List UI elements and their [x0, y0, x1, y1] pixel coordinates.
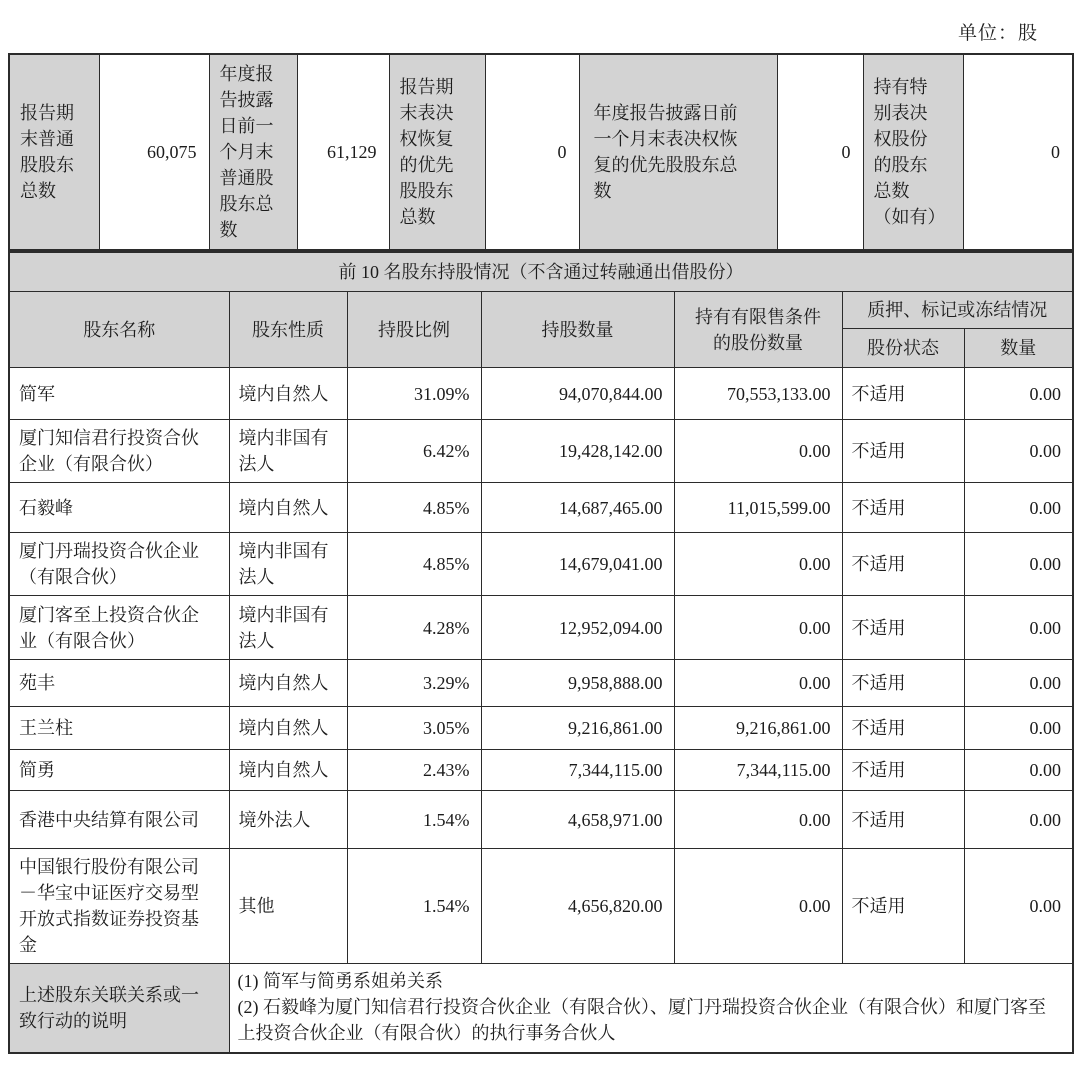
notes-row — [9, 964, 1073, 1054]
shareholder-name-cell: 香港中央结算有限公司 — [9, 791, 229, 849]
shareholder-ratio-cell: 2.43% — [347, 750, 481, 791]
shareholder-status-cell: 不适用 — [842, 368, 964, 420]
shareholder-qty-cell: 0.00 — [964, 368, 1073, 420]
shareholder-restricted-cell: 7,344,115.00 — [674, 750, 842, 791]
shareholder-shares-cell: 14,687,465.00 — [481, 483, 674, 533]
shareholder-name-cell: 厦门丹瑞投资合伙企业（有限合伙） — [9, 533, 229, 596]
shareholder-ratio-cell: 4.85% — [347, 533, 481, 596]
shareholder-name-cell: 苑丰 — [9, 660, 229, 707]
shareholder-nature-cell: 境内非国有法人 — [229, 533, 347, 596]
shareholder-qty-cell: 0.00 — [964, 420, 1073, 483]
section-title-row — [9, 252, 1073, 292]
shareholder-row — [9, 791, 1073, 849]
section-title: 前 10 名股东持股情况（不含通过转融通出借股份） — [9, 252, 1073, 292]
shareholder-shares-cell: 4,656,820.00 — [481, 849, 674, 964]
shareholder-nature-cell: 境内自然人 — [229, 750, 347, 791]
summary-label-ordinary-eop: 报告期末普通股股东总数 — [9, 54, 99, 250]
summary-value-ordinary-eop: 60,075 — [99, 54, 209, 250]
shareholder-name-cell: 厦门客至上投资合伙企业（有限合伙） — [9, 596, 229, 660]
shareholder-name-cell: 中国银行股份有限公司－华宝中证医疗交易型开放式指数证券投资基金 — [9, 849, 229, 964]
shareholder-name-cell: 王兰柱 — [9, 707, 229, 750]
col-header-restricted-shares: 持有有限售条件的股份数量 — [674, 292, 842, 368]
shareholder-restricted-cell: 70,553,133.00 — [674, 368, 842, 420]
summary-value-preferred-eop: 0 — [485, 54, 579, 250]
shareholder-shares-cell: 7,344,115.00 — [481, 750, 674, 791]
col-header-shareholder-name: 股东名称 — [9, 292, 229, 368]
shareholder-status-cell: 不适用 — [842, 750, 964, 791]
shareholder-qty-cell: 0.00 — [964, 707, 1073, 750]
shareholder-row — [9, 420, 1073, 483]
shareholder-status-cell: 不适用 — [842, 660, 964, 707]
shareholder-qty-cell: 0.00 — [964, 483, 1073, 533]
shareholder-restricted-cell: 0.00 — [674, 849, 842, 964]
summary-label-preferred-premonth: 年度报告披露日前一个月末表决权恢复的优先股股东总数 — [579, 54, 777, 250]
shareholder-restricted-cell: 0.00 — [674, 533, 842, 596]
shareholder-status-cell: 不适用 — [842, 420, 964, 483]
shareholder-restricted-cell: 11,015,599.00 — [674, 483, 842, 533]
column-header-row — [9, 292, 1073, 329]
shareholder-row — [9, 849, 1073, 964]
shareholder-name-cell: 石毅峰 — [9, 483, 229, 533]
shareholder-qty-cell: 0.00 — [964, 533, 1073, 596]
summary-value-special-voting: 0 — [963, 54, 1073, 250]
shareholder-nature-cell: 境内非国有法人 — [229, 596, 347, 660]
shareholder-nature-cell: 境内非国有法人 — [229, 420, 347, 483]
col-header-pledge-group: 质押、标记或冻结情况 — [842, 292, 1073, 329]
shareholder-restricted-cell: 0.00 — [674, 420, 842, 483]
shareholder-restricted-cell: 0.00 — [674, 660, 842, 707]
shareholder-ratio-cell: 1.54% — [347, 791, 481, 849]
shareholder-restricted-cell: 0.00 — [674, 791, 842, 849]
shareholder-shares-cell: 9,216,861.00 — [481, 707, 674, 750]
shareholder-status-cell: 不适用 — [842, 849, 964, 964]
shareholder-nature-cell: 境内自然人 — [229, 483, 347, 533]
shareholder-status-cell: 不适用 — [842, 707, 964, 750]
shareholder-name-cell: 简军 — [9, 368, 229, 420]
shareholder-row — [9, 596, 1073, 660]
shareholder-shares-cell: 19,428,142.00 — [481, 420, 674, 483]
col-header-shares-held: 持股数量 — [481, 292, 674, 368]
shareholder-name-cell: 简勇 — [9, 750, 229, 791]
shareholder-row — [9, 750, 1073, 791]
shareholder-ratio-cell: 1.54% — [347, 849, 481, 964]
note-line-2: (2) 石毅峰为厦门知信君行投资合伙企业（有限合伙）、厦门丹瑞投资合伙企业（有限合伙）和厦门客至上投资合伙企业（有限合伙）的执行事务合伙人 — [237, 997, 1046, 1043]
summary-label-preferred-eop: 报告期末表决权恢复的优先股股东总数 — [389, 54, 485, 250]
notes-label: 上述股东关联关系或一致行动的说明 — [9, 964, 229, 1054]
shareholder-name-cell: 厦门知信君行投资合伙企业（有限合伙） — [9, 420, 229, 483]
shareholder-row — [9, 660, 1073, 707]
shareholder-qty-cell: 0.00 — [964, 596, 1073, 660]
shareholder-nature-cell: 境内自然人 — [229, 368, 347, 420]
shareholder-row — [9, 368, 1073, 420]
shareholder-ratio-cell: 3.29% — [347, 660, 481, 707]
shareholder-restricted-cell: 9,216,861.00 — [674, 707, 842, 750]
notes-content — [229, 964, 1073, 1054]
shareholder-shares-cell: 12,952,094.00 — [481, 596, 674, 660]
shareholder-nature-cell: 其他 — [229, 849, 347, 964]
col-header-shareholder-nature: 股东性质 — [229, 292, 347, 368]
shareholder-row — [9, 533, 1073, 596]
shareholder-nature-cell: 境外法人 — [229, 791, 347, 849]
summary-value-ordinary-premonth: 61,129 — [297, 54, 389, 250]
shareholder-nature-cell: 境内自然人 — [229, 707, 347, 750]
shareholder-shares-cell: 9,958,888.00 — [481, 660, 674, 707]
shareholder-shares-cell: 94,070,844.00 — [481, 368, 674, 420]
top10-shareholders-table — [8, 251, 1074, 1054]
shareholder-restricted-cell: 0.00 — [674, 596, 842, 660]
summary-label-ordinary-premonth: 年度报告披露日前一个月末普通股股东总数 — [209, 54, 297, 250]
shareholder-count-summary-table — [8, 53, 1074, 251]
summary-row — [9, 54, 1073, 250]
shareholder-qty-cell: 0.00 — [964, 750, 1073, 791]
shareholder-ratio-cell: 3.05% — [347, 707, 481, 750]
shareholder-status-cell: 不适用 — [842, 533, 964, 596]
col-header-share-status: 股份状态 — [842, 329, 964, 368]
shareholder-nature-cell: 境内自然人 — [229, 660, 347, 707]
shareholder-status-cell: 不适用 — [842, 596, 964, 660]
shareholder-ratio-cell: 4.85% — [347, 483, 481, 533]
summary-value-preferred-premonth: 0 — [777, 54, 863, 250]
col-header-holding-ratio: 持股比例 — [347, 292, 481, 368]
shareholder-qty-cell: 0.00 — [964, 791, 1073, 849]
shareholder-qty-cell: 0.00 — [964, 849, 1073, 964]
shareholder-status-cell: 不适用 — [842, 483, 964, 533]
note-line-1: (1) 简军与简勇系姐弟关系 — [237, 971, 443, 991]
shareholder-shares-cell: 14,679,041.00 — [481, 533, 674, 596]
shareholder-ratio-cell: 4.28% — [347, 596, 481, 660]
unit-label: 单位：股 — [957, 23, 1038, 44]
summary-label-special-voting: 持有特别表决权股份的股东总数（如有） — [863, 54, 963, 250]
shareholder-ratio-cell: 31.09% — [347, 368, 481, 420]
shareholder-shares-cell: 4,658,971.00 — [481, 791, 674, 849]
shareholder-status-cell: 不适用 — [842, 791, 964, 849]
shareholder-row — [9, 483, 1073, 533]
shareholder-row — [9, 707, 1073, 750]
col-header-pledge-quantity: 数量 — [964, 329, 1073, 368]
shareholder-qty-cell: 0.00 — [964, 660, 1073, 707]
shareholder-ratio-cell: 6.42% — [347, 420, 481, 483]
